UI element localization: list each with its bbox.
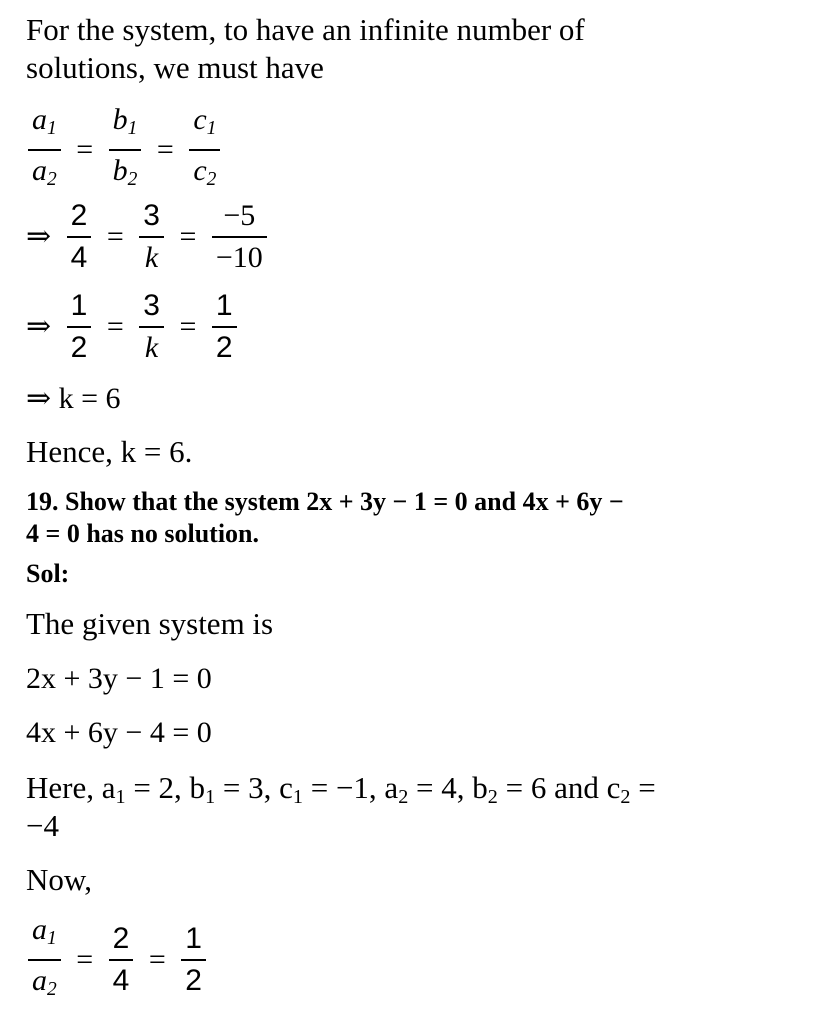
numerator: 3 (139, 196, 164, 238)
numerator: 2 (67, 196, 92, 238)
subscript: 1 (292, 786, 303, 809)
text: = 2, b (125, 770, 206, 805)
subscript: 2 (620, 786, 631, 809)
equation-1: 2x + 3y − 1 = 0 (26, 662, 212, 695)
subscript: 2 (47, 978, 57, 1000)
fraction (67, 196, 92, 278)
subscript: 2 (127, 168, 138, 190)
subscript: 2 (398, 786, 409, 809)
fraction-b1-b2 (109, 100, 142, 200)
denominator: c (193, 153, 207, 187)
question-line-1: 19. Show that the system 2x + 3y − 1 = 0 and 4x + 6y − (26, 487, 624, 516)
denominator: −10 (215, 241, 263, 274)
subscript: 2 (487, 786, 498, 809)
denominator: k (144, 241, 159, 274)
step-2-equation (26, 286, 239, 368)
implies-arrow: ⇒ (26, 220, 52, 253)
equation-2: 4x + 6y − 4 = 0 (26, 716, 212, 749)
equals-sign: = (106, 310, 124, 343)
intro-line-1: For the system, to have an infinite number of (26, 12, 585, 47)
subscript: 1 (127, 117, 138, 139)
subscript: 1 (206, 117, 217, 139)
subscript: 1 (47, 117, 57, 139)
now-label: Now, (26, 862, 93, 897)
numerator: b (112, 103, 128, 136)
subscript: 1 (205, 786, 216, 809)
fraction-a1-a2 (28, 910, 61, 1010)
equals-sign: = (76, 132, 94, 166)
numerator: 1 (212, 286, 237, 328)
equals-sign: = (148, 942, 166, 976)
coefficients-line-2: −4 (26, 808, 59, 843)
denominator: 4 (112, 963, 130, 997)
equals-sign: = (106, 220, 124, 253)
text: = −1, a (302, 770, 399, 805)
denominator: k (144, 331, 159, 364)
denominator: b (112, 153, 128, 187)
implies-arrow: ⇒ (26, 310, 52, 343)
numerator: 1 (67, 286, 92, 328)
fraction (181, 919, 206, 1001)
text: = 3, c (215, 770, 293, 805)
denominator: 2 (215, 331, 233, 364)
numerator: 1 (181, 919, 206, 961)
text: = 4, b (408, 770, 488, 805)
subscript: 2 (206, 168, 217, 190)
fraction (139, 196, 164, 278)
coefficients-line (26, 770, 656, 815)
solution-label: Sol: (26, 559, 70, 588)
equals-sign: = (156, 132, 174, 166)
fraction (67, 286, 92, 368)
numerator: a (32, 913, 47, 946)
numerator: 3 (139, 286, 164, 328)
step-1-equation (26, 196, 269, 278)
text: = 6 and c (497, 770, 621, 805)
denominator: a (32, 963, 47, 997)
denominator: 2 (70, 331, 88, 364)
denominator: 2 (185, 963, 202, 997)
given-system-text: The given system is (26, 606, 274, 641)
ratio-equation (26, 910, 208, 1010)
subscript: 2 (47, 168, 57, 190)
equals-sign: = (179, 310, 197, 343)
numerator: c (193, 103, 207, 136)
fraction-c1-c2 (189, 100, 220, 200)
denominator: 4 (70, 241, 88, 274)
numerator: a (32, 103, 47, 136)
numerator: −5 (212, 196, 267, 238)
numerator: 2 (109, 919, 134, 961)
hence-statement: Hence, k = 6. (26, 434, 193, 469)
text: = (630, 770, 656, 805)
subscript: 1 (47, 927, 57, 949)
step-3-result: ⇒ k = 6 (26, 382, 121, 415)
fraction-a1-a2 (28, 100, 61, 200)
text: Here, a (26, 770, 116, 805)
subscript: 1 (115, 786, 126, 809)
fraction (212, 196, 267, 278)
denominator: a (32, 153, 47, 187)
question-line-2: 4 = 0 has no solution. (26, 519, 259, 548)
condition-equation (26, 100, 222, 200)
intro-line-2: solutions, we must have (26, 50, 324, 85)
fraction (212, 286, 237, 368)
fraction (109, 919, 134, 1001)
fraction (139, 286, 164, 368)
equals-sign: = (179, 220, 197, 253)
equals-sign: = (76, 942, 94, 976)
